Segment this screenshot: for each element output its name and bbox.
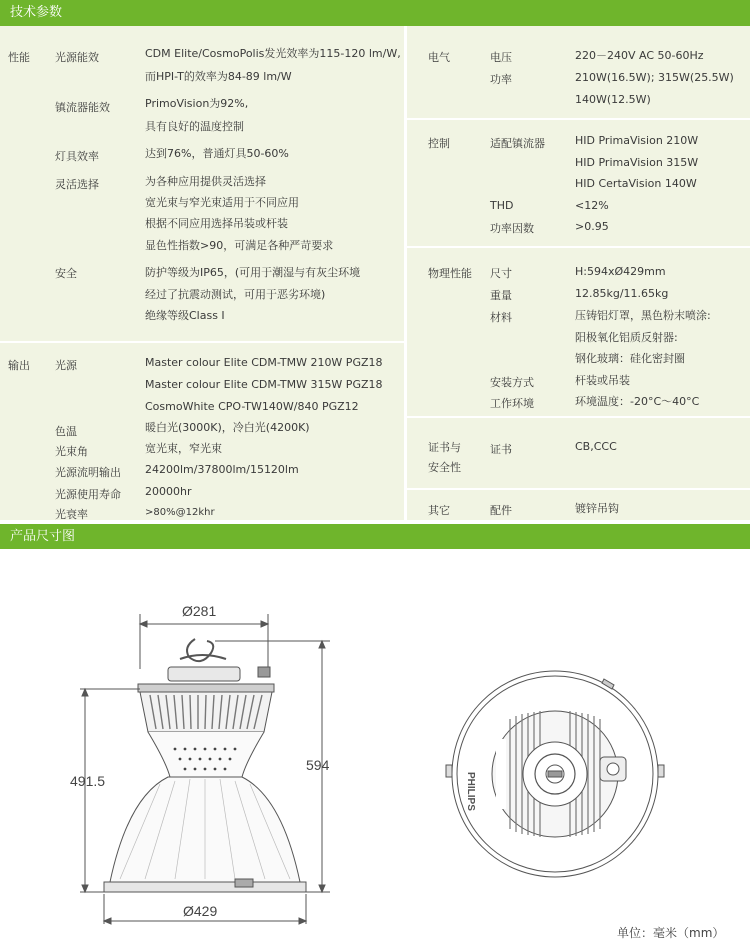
side-view — [80, 614, 330, 924]
dimension-drawing — [0, 549, 750, 949]
spec-key: 尺寸 — [490, 267, 512, 280]
section-title: 产品尺寸图 — [10, 529, 76, 544]
spec-value: 140W(12.5W) — [575, 93, 651, 106]
spec-key: 配件 — [490, 504, 512, 517]
dimension-bottom-diameter: Ø429 — [183, 903, 218, 919]
group-label-control: 控制 — [428, 137, 450, 150]
spec-value: HID CertaVision 140W — [575, 177, 697, 190]
spec-value: 杆装或吊装 — [575, 374, 630, 387]
group-label-other: 其它 — [428, 504, 450, 517]
spec-key: 安全 — [55, 267, 77, 280]
spec-key: 光源能效 — [55, 51, 99, 64]
dimension-total-height: 594 — [306, 757, 330, 773]
spec-key: 工作环境 — [490, 397, 534, 410]
group-label-electric: 电气 — [428, 51, 450, 64]
spec-key: 安装方式 — [490, 376, 534, 389]
spec-value: 210W(16.5W); 315W(25.5W) — [575, 71, 734, 84]
divider — [407, 246, 750, 248]
group-label-cert: 安全性 — [428, 461, 461, 474]
group-label-physical: 物理性能 — [428, 267, 472, 280]
group-label-output: 输出 — [8, 359, 30, 372]
spec-key: 光源 — [55, 359, 77, 372]
spec-key: 灯具效率 — [55, 150, 99, 163]
spec-value: 20000hr — [145, 485, 192, 498]
spec-value: PrimoVision为92%, — [145, 97, 249, 110]
spec-key: 光源使用寿命 — [55, 488, 121, 501]
spec-value: 显色性指数>90，可满足各种严苛要求 — [145, 239, 334, 252]
spec-value: Master colour Elite CDM-TMW 210W PGZ18 — [145, 356, 383, 369]
dimension-top-diameter: Ø281 — [182, 603, 217, 619]
spec-value: 宽光束与窄光束适用于不同应用 — [145, 196, 299, 209]
spec-value: 而HPI-T的效率为84-89 lm/W — [145, 70, 292, 83]
divider — [0, 341, 404, 343]
spec-key: 电压 — [490, 51, 512, 64]
spec-value: 根据不同应用选择吊装或杆装 — [145, 217, 288, 230]
unit-note: 单位：毫米（mm） — [617, 926, 725, 940]
divider — [407, 118, 750, 120]
top-view — [446, 671, 664, 877]
dimension-inner-height: 491.5 — [70, 773, 106, 789]
group-label-cert: 证书与 — [428, 441, 461, 454]
spec-key: 适配镇流器 — [490, 137, 545, 150]
section-header-spec — [0, 0, 750, 26]
spec-value: 具有良好的温度控制 — [145, 120, 244, 133]
spec-value: <12% — [575, 199, 609, 212]
spec-value: 阳极氧化铝质反射器: — [575, 331, 678, 344]
spec-value: 宽光束，窄光束 — [145, 442, 222, 455]
spec-value: Master colour Elite CDM-TMW 315W PGZ18 — [145, 378, 383, 391]
section-title: 技术参数 — [10, 5, 63, 20]
brand-label: PHILIPS — [465, 772, 476, 811]
spec-value: 达到76%，普通灯具50-60% — [145, 147, 289, 160]
spec-key: 功率因数 — [490, 222, 534, 235]
spec-value: 经过了抗震动测试，可用于恶劣环境) — [145, 288, 326, 301]
spec-key: 重量 — [490, 289, 512, 302]
spec-key: 材料 — [490, 311, 512, 324]
spec-value: 12.85kg/11.65kg — [575, 287, 669, 300]
spec-value: H:594xØ429mm — [575, 265, 666, 278]
group-label-performance: 性能 — [8, 51, 30, 64]
spec-value: >0.95 — [575, 220, 609, 233]
spec-value: CosmoWhite CPO-TW140W/840 PGZ12 — [145, 400, 359, 413]
spec-value: 防护等级为IP65，(可用于潮湿与有灰尘环境 — [145, 266, 361, 279]
spec-key: 功率 — [490, 73, 512, 86]
spec-key: 色温 — [55, 425, 77, 438]
spec-key: 光衰率 — [55, 508, 88, 521]
spec-value: 暖白光(3000K)，冷白光(4200K) — [145, 421, 310, 434]
spec-value: CB,CCC — [575, 440, 617, 453]
spec-key: 光束角 — [55, 445, 88, 458]
divider — [407, 416, 750, 418]
spec-value: 为各种应用提供灵活选择 — [145, 175, 266, 188]
spec-key: 镇流器能效 — [55, 101, 110, 114]
spec-value: 钢化玻璃：硅化密封圈 — [575, 352, 685, 365]
spec-value: HID PrimaVision 210W — [575, 134, 699, 147]
spec-key: 证书 — [490, 443, 512, 456]
spec-value: CDM Elite/CosmoPolis发光效率为115-120 lm/W, — [145, 47, 401, 60]
spec-value: 压铸铝灯罩，黑色粉末喷涂: — [575, 309, 711, 322]
spec-key: 光源流明输出 — [55, 466, 121, 479]
spec-value: 绝缘等级Class I — [145, 309, 225, 322]
spec-value: 镀锌吊钩 — [575, 502, 619, 515]
spec-value: HID PrimaVision 315W — [575, 156, 699, 169]
spec-key: THD — [490, 199, 514, 212]
section-header-dimensions — [0, 524, 750, 549]
spec-value: >80%@12khr — [145, 507, 215, 518]
spec-value: 环境温度：-20°C～40°C — [575, 395, 700, 408]
divider — [407, 488, 750, 490]
spec-key: 灵活选择 — [55, 178, 99, 191]
spec-value: 220－240V AC 50-60Hz — [575, 49, 704, 62]
spec-value: 24200lm/37800lm/15120lm — [145, 463, 299, 476]
